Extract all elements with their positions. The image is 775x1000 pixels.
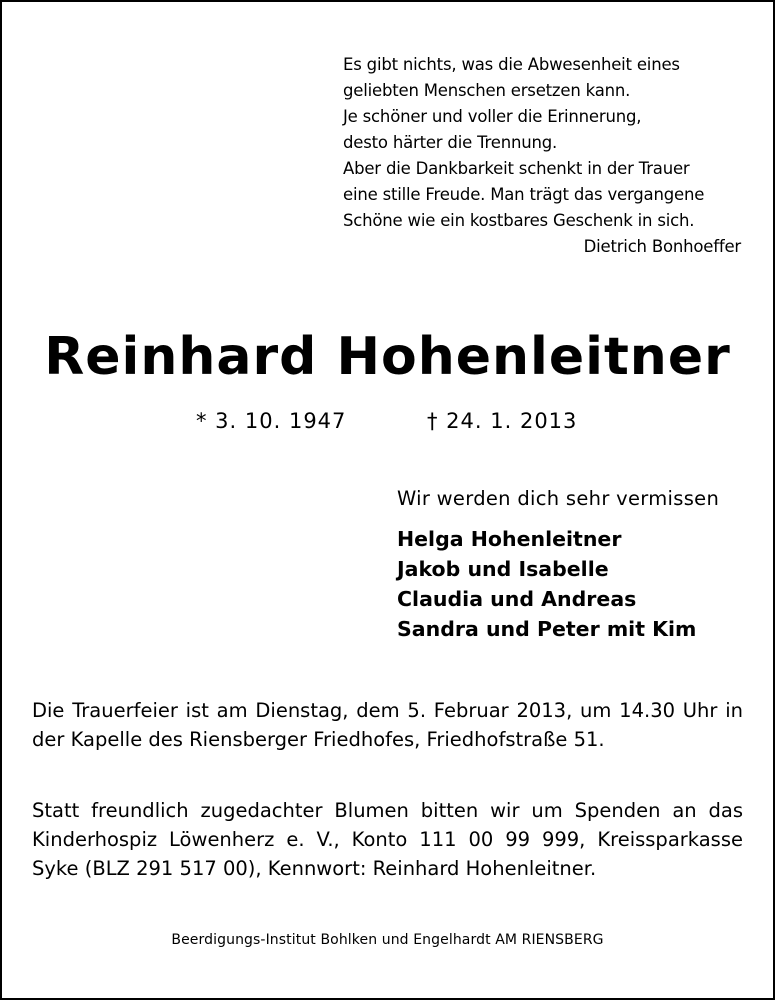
quote-block <box>343 52 743 260</box>
quote-line: eine stille Freude. Man trägt das vergangene <box>343 185 705 204</box>
quote-line: Es gibt nichts, was die Abwesenheit eines <box>343 55 680 74</box>
quote-line: desto härter die Trennung. <box>343 133 558 152</box>
mourners-list <box>397 524 696 644</box>
quote-line: Schöne wie ein kostbares Geschenk in sich. <box>343 211 695 230</box>
quote-line: geliebten Menschen ersetzen kann. <box>343 81 631 100</box>
quote-author: Dietrich Bonhoeffer <box>583 237 741 256</box>
death-date: † 24. 1. 2013 <box>427 409 578 433</box>
mourner-name: Claudia und Andreas <box>397 587 637 611</box>
quote-line: Aber die Dankbarkeit schenkt in der Trauer <box>343 159 690 178</box>
mourner-name: Jakob und Isabelle <box>397 557 609 581</box>
donation-notice: Statt freundlich zugedachter Blumen bitten wir um Spenden an das Kinderhospiz Löwenherz e. V., Konto 111 00 99 999, Kreissparkasse Syke (BLZ 291 517 00), Kennwort: Reinhard Hohenleitner. <box>32 799 743 880</box>
deceased-name: Reinhard Hohenleitner <box>44 327 731 387</box>
quote-line: Je schöner und voller die Erinnerung, <box>343 107 642 126</box>
birth-date: * 3. 10. 1947 <box>196 409 347 433</box>
funeral-home-footer: Beerdigungs-Institut Bohlken und Engelhardt AM RIENSBERG <box>171 932 604 948</box>
mourner-name: Helga Hohenleitner <box>397 527 622 551</box>
mourners-intro: Wir werden dich sehr vermissen <box>397 487 720 510</box>
funeral-notice: Die Trauerfeier ist am Dienstag, dem 5. Februar 2013, um 14.30 Uhr in der Kapelle des Riensberger Friedhofes, Friedhofstraße 51. <box>32 699 743 751</box>
mourner-name: Sandra und Peter mit Kim <box>397 617 697 641</box>
